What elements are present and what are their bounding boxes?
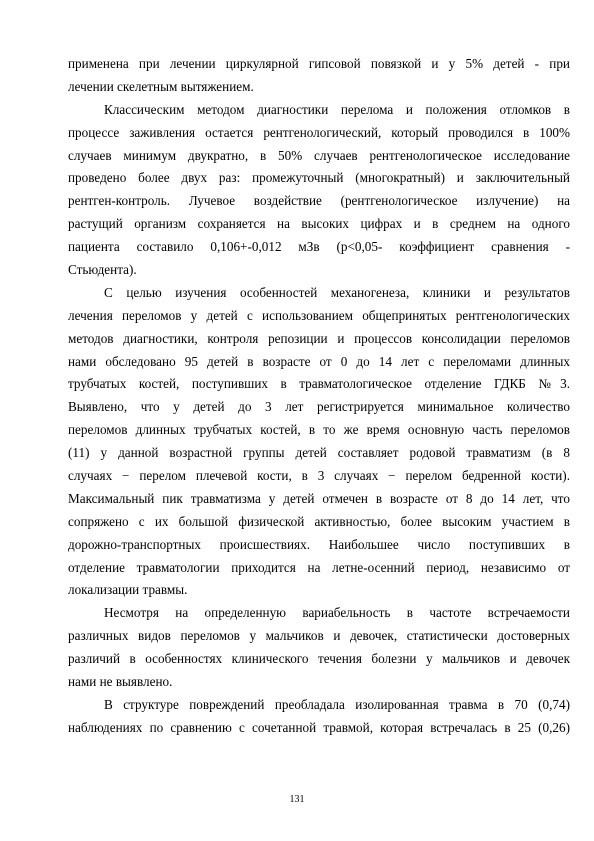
text-line: Стьюдента). [68, 262, 137, 278]
paragraph [68, 602, 570, 694]
text-line: Несмотря на определенную вариабельность в частоте встречаемости [104, 605, 570, 621]
text-line: применена при лечении циркулярной гипсовой повязкой и у 5% детей - при [68, 56, 570, 71]
paragraph [68, 99, 570, 282]
text-line: переломов длинных трубчатых костей, в то же время основную часть переломов [68, 422, 570, 438]
text-line: дорожно-транспортных происшествиях. Наибольшее число поступивших в [68, 536, 570, 552]
text-line: лечения переломов у детей с использованием общепринятых рентгенологических [68, 307, 570, 323]
text-line: процессе заживления остается рентгенологический, который проводился в 100% [68, 124, 570, 140]
document-page [68, 53, 570, 740]
page-number: 131 [289, 794, 305, 805]
text-line: растущий организм сохраняется на высоких цифрах и в среднем на одного [68, 216, 570, 232]
text-line: методов диагностики, контроля репозиции и процессов консолидации переломов [68, 330, 570, 346]
text-line: различных видов переломов у мальчиков и девочек, статистически достоверных [68, 628, 570, 644]
text-line: сопряжено с их большой физической активностью, более высоким участием в [68, 513, 570, 529]
text-line: локализации травмы. [68, 582, 188, 598]
body-text [68, 53, 570, 740]
paragraph [68, 53, 570, 99]
text-line: нами обследовано 95 детей в возрасте от 0 до 14 лет с переломами длинных [68, 353, 570, 369]
text-line: лечении скелетным вытяжением. [68, 78, 254, 94]
text-line: Классическим методом диагностики перелома и положения отломков в [104, 101, 570, 117]
text-line: пациента составило 0,106+-0,012 мЗв (p<0,05- коэффициент сравнения - [68, 239, 570, 255]
text-line: отделение травматологии приходится на летне-осенний период, независимо от [68, 559, 570, 575]
text-line: С целью изучения особенностей механогенеза, клиники и результатов [104, 284, 570, 300]
text-line: нами не выявлено. [68, 674, 173, 690]
text-line: случаях − перелом плечевой кости, в 3 случаях − перелом бедренной кости). [68, 468, 570, 484]
text-line: В структуре повреждений преобладала изолированная травма в 70 (0,74) [104, 696, 570, 712]
text-line: проведено более двух раз: промежуточный (многократный) и заключительный [68, 170, 570, 186]
text-line: наблюдениях по сравнению с сочетанной травмой, которая встречалась в 25 (0,26) [68, 719, 570, 735]
text-line: рентген-контроль. Лучевое воздействие (рентгенологическое излучение) на [68, 193, 570, 209]
text-line: Выявлено, что у детей до 3 лет регистрируется минимальное количество [68, 399, 570, 415]
text-line: случаев минимум двукратно, в 50% случаев рентгенологическое исследование [68, 147, 570, 163]
paragraph [68, 282, 570, 602]
paragraph [68, 694, 570, 740]
text-line: (11) у данной возрастной группы детей составляет родовой травматизм (в 8 [68, 445, 570, 461]
text-line: различий в особенностях клинического течения болезни у мальчиков и девочек [68, 651, 570, 667]
text-line: Максимальный пик травматизма у детей отмечен в возрасте от 8 до 14 лет, что [68, 490, 570, 506]
text-line: трубчатых костей, поступивших в травматологическое отделение ГДКБ №3. [68, 376, 570, 392]
